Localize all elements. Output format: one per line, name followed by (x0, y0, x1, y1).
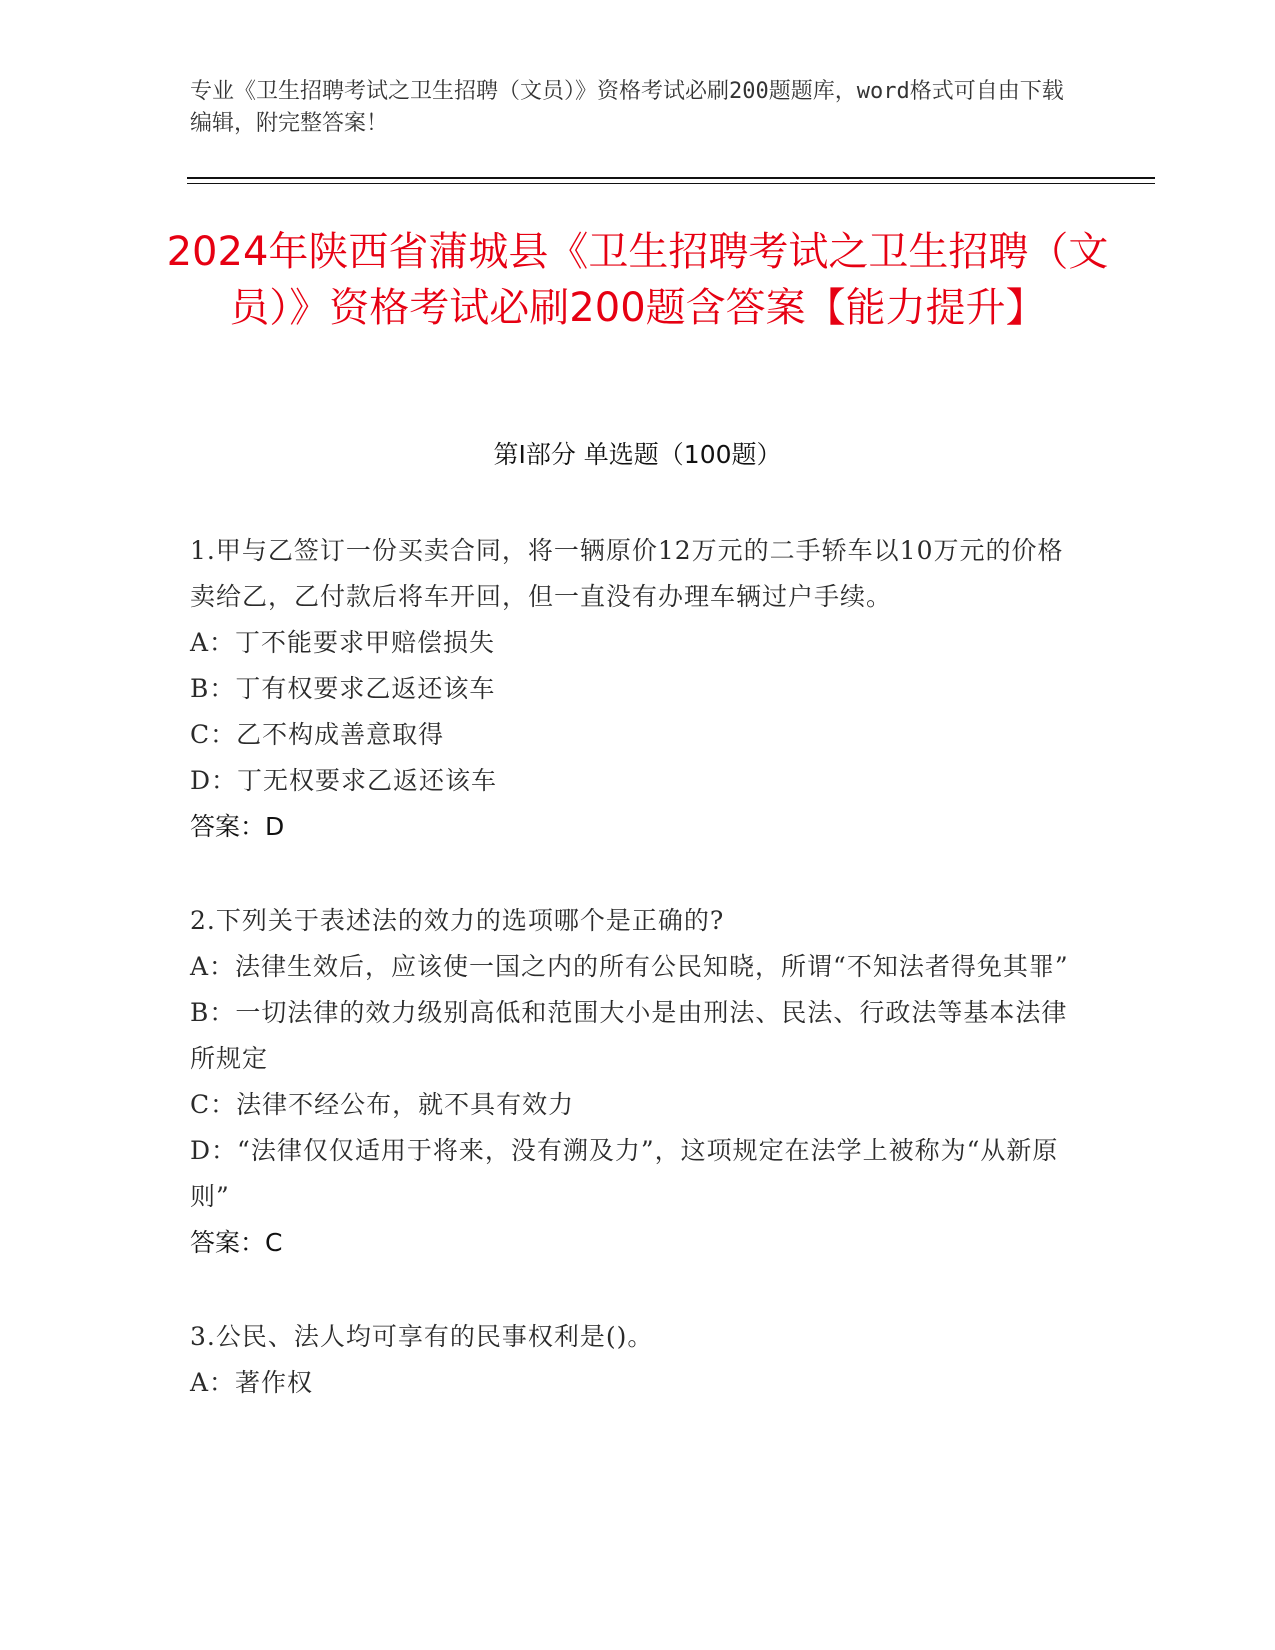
option-d: D：“法律仅仅适用于将来，没有溯及力”，这项规定在法学上被称为“从新原则” (190, 1136, 1059, 1211)
question-2 (190, 898, 1070, 1266)
option-c: C：乙不构成善意取得 (190, 720, 445, 749)
answer-line: 答案：C (190, 1228, 283, 1257)
header-rule-thick (187, 177, 1155, 179)
question-stem: 2.下列关于表述法的效力的选项哪个是正确的? (190, 906, 725, 935)
option-a: A：法律生效后，应该使一国之内的所有公民知晓，所谓“不知法者得免其罪” (190, 952, 1069, 981)
option-b: B：丁有权要求乙返还该车 (190, 674, 496, 703)
option-d: D：丁无权要求乙返还该车 (190, 766, 498, 795)
question-1 (190, 528, 1070, 850)
question-stem: 3.公民、法人均可享有的民事权利是()。 (190, 1322, 654, 1351)
section-heading: 第Ⅰ部分 单选题（100题） (493, 440, 782, 469)
header-rule-thin (187, 183, 1155, 184)
option-a: A：著作权 (190, 1368, 314, 1397)
header-note: 专业《卫生招聘考试之卫生招聘（文员）》资格考试必刷200题题库，word格式可自由下载编辑，附完整答案！ (190, 79, 1064, 136)
option-b: B：一切法律的效力级别高低和范围大小是由刑法、民法、行政法等基本法律所规定 (190, 998, 1068, 1073)
option-c: C：法律不经公布，就不具有效力 (190, 1090, 575, 1119)
question-3 (190, 1314, 1070, 1406)
question-list (190, 528, 1070, 1454)
option-a: A：丁不能要求甲赔偿损失 (190, 628, 496, 657)
document-title: 2024年陕西省蒲城县《卫生招聘考试之卫生招聘（文员）》资格考试必刷200题含答案【能力提升】 (166, 229, 1109, 331)
answer-line: 答案：D (190, 812, 285, 841)
question-stem: 1.甲与乙签订一份买卖合同，将一辆原价12万元的二手轿车以10万元的价格卖给乙，乙付款后将车开回，但一直没有办理车辆过户手续。 (190, 536, 1064, 611)
